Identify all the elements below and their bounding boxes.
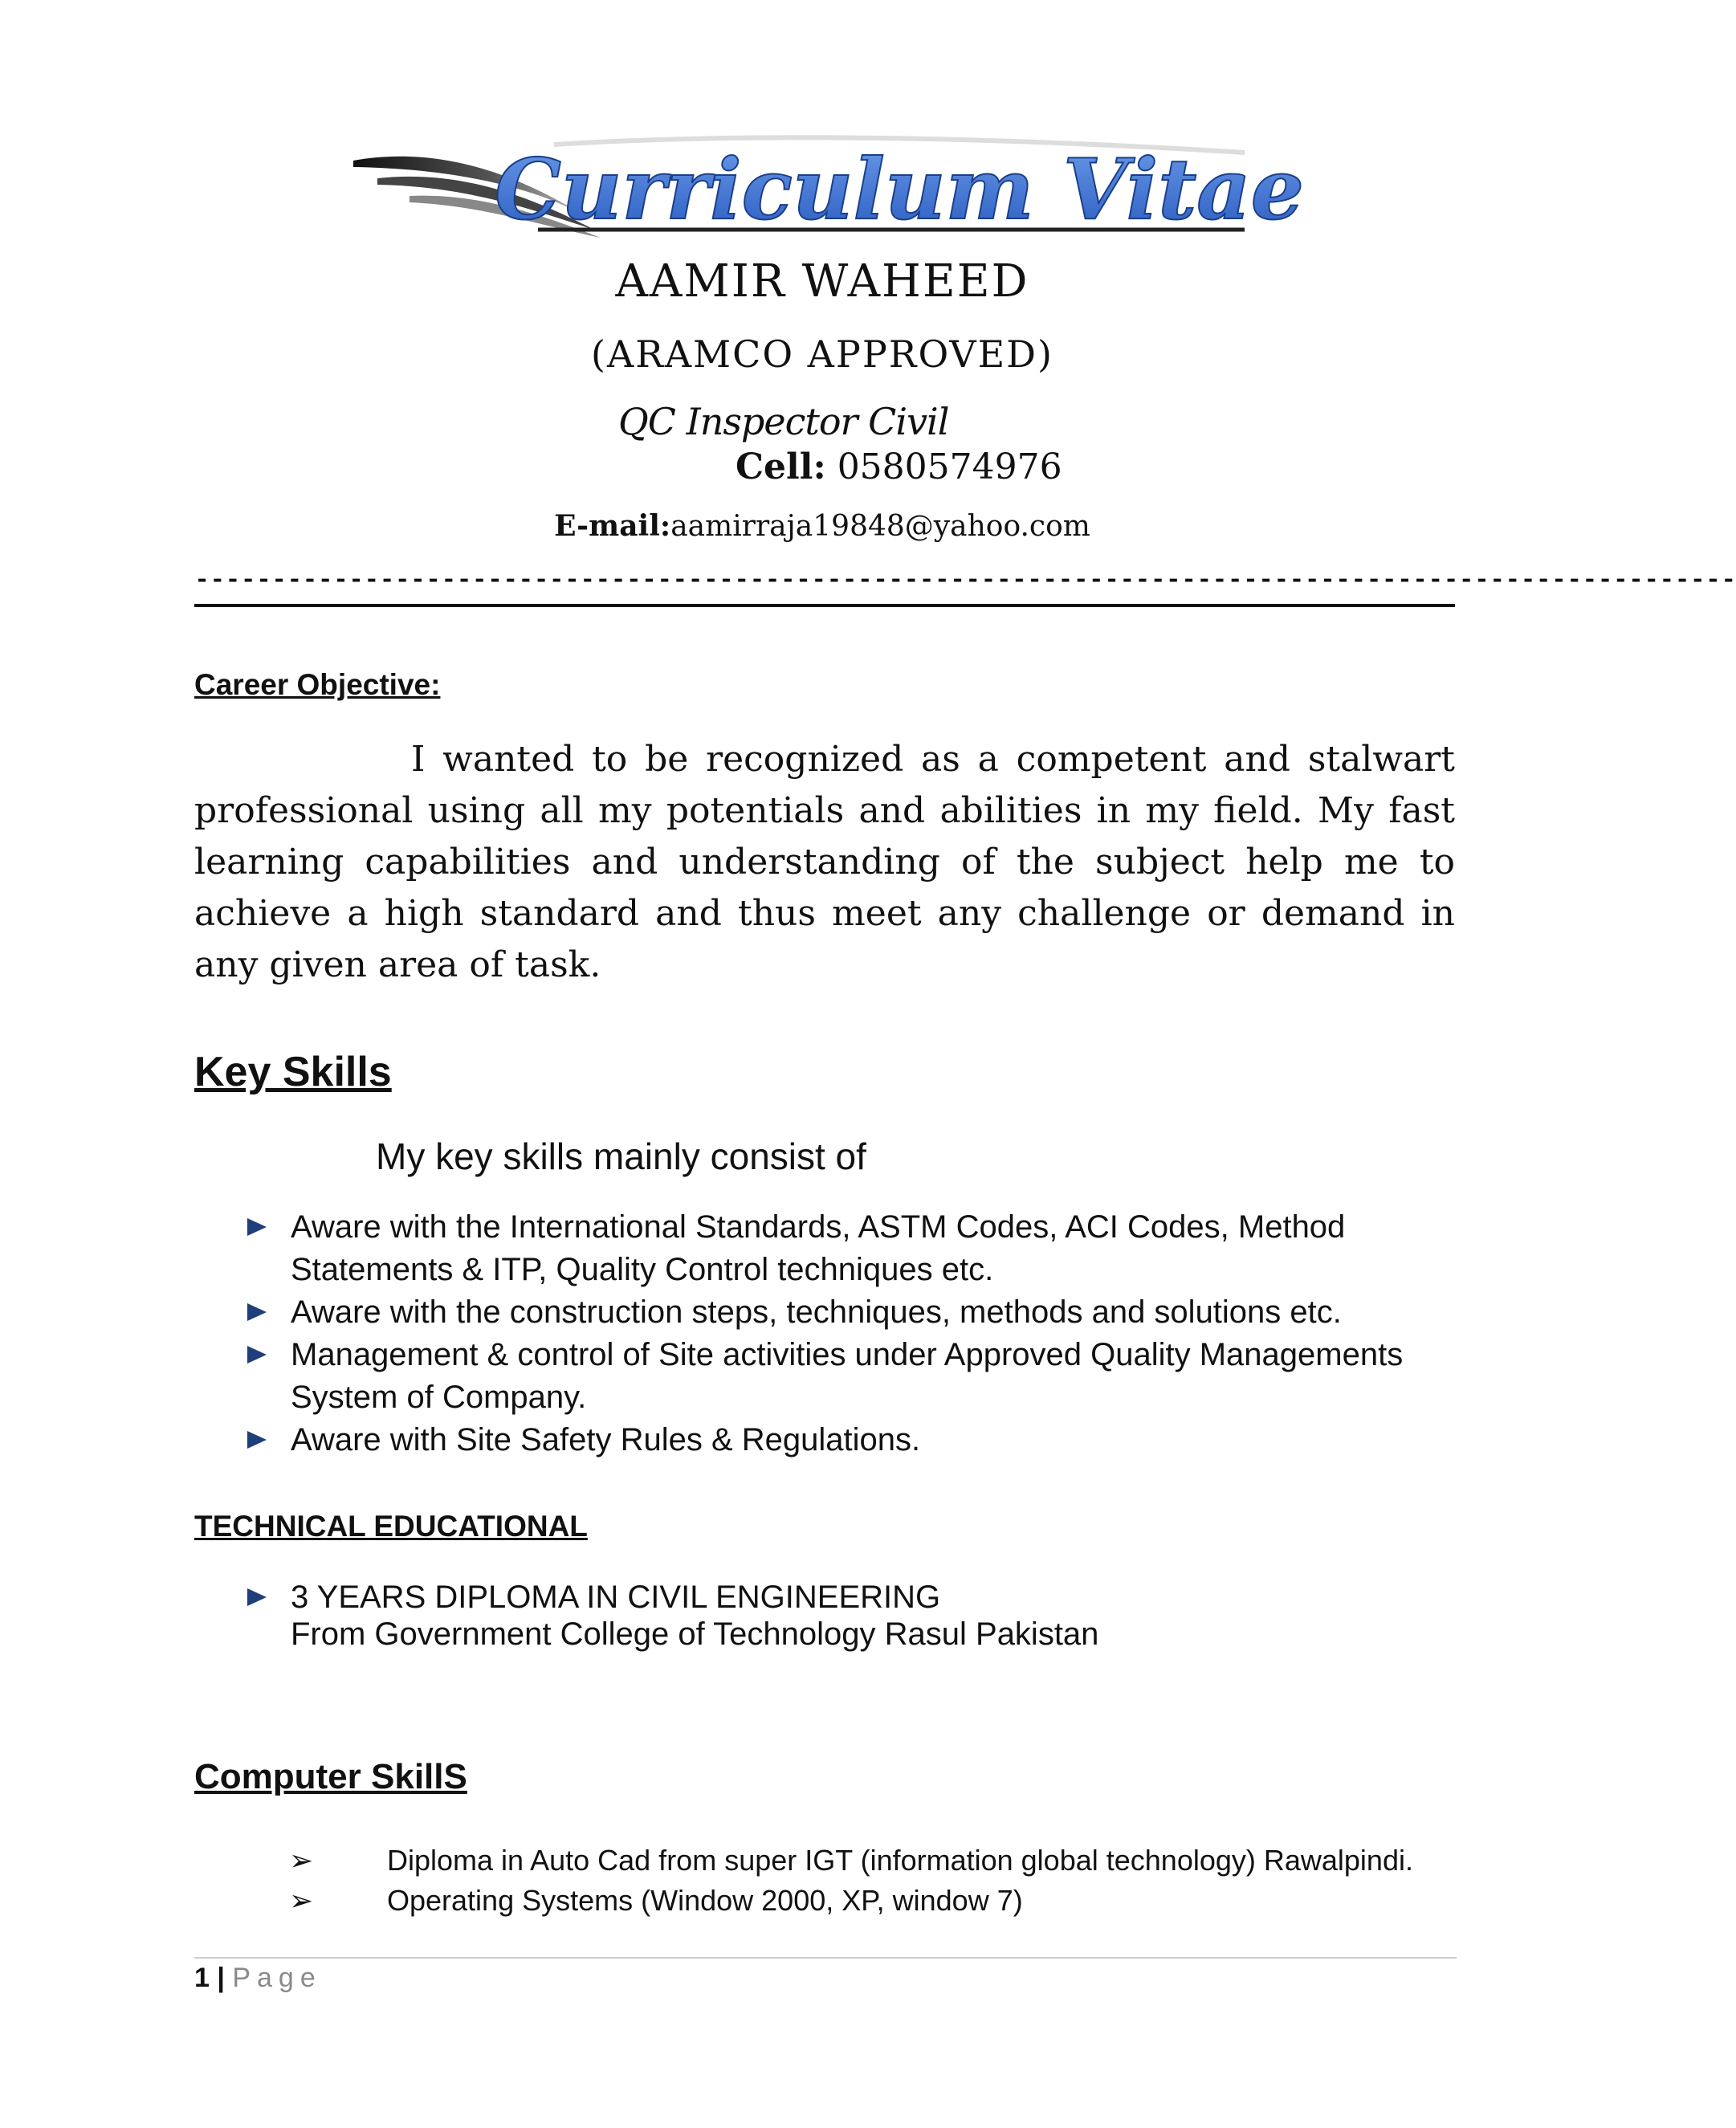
triangle-bullet-icon bbox=[247, 1431, 267, 1449]
logo-text: Curriculum Vitae bbox=[495, 140, 1304, 238]
computer-skill-text: Diploma in Auto Cad from super IGT (information global technology) Rawalpindi. bbox=[387, 1844, 1413, 1877]
list-item bbox=[247, 1419, 1468, 1461]
candidate-name: AAMIR WAHEED bbox=[615, 255, 1029, 308]
technical-education-heading: TECHNICAL EDUCATIONAL bbox=[194, 1510, 588, 1543]
triangle-bullet-icon bbox=[247, 1588, 267, 1606]
triangle-bullet-icon bbox=[247, 1346, 267, 1364]
dashed-separator bbox=[194, 565, 1736, 595]
key-skills-list bbox=[247, 1206, 1468, 1461]
key-skills-intro: My key skills mainly consist of bbox=[376, 1135, 866, 1177]
email-label: E-mail: bbox=[554, 509, 671, 543]
list-item bbox=[247, 1206, 1468, 1291]
triangle-bullet-icon bbox=[247, 1218, 267, 1236]
education-title: 3 YEARS DIPLOMA IN CIVIL ENGINEERING bbox=[291, 1580, 941, 1615]
career-objective-text bbox=[194, 734, 1455, 991]
curriculum-vitae-logo bbox=[345, 128, 1304, 249]
list-item bbox=[289, 1841, 1494, 1881]
page-number: 1 bbox=[194, 1963, 210, 1993]
key-skills-heading: Key Skills bbox=[194, 1049, 392, 1095]
header-divider bbox=[194, 604, 1455, 607]
list-item bbox=[289, 1881, 1494, 1921]
cell-number: 0580574976 bbox=[837, 446, 1062, 487]
computer-skills-list bbox=[289, 1841, 1494, 1921]
career-objective-heading: Career Objective: bbox=[194, 668, 441, 701]
skill-text: Aware with Site Safety Rules & Regulations. bbox=[291, 1422, 921, 1457]
triangle-bullet-icon bbox=[247, 1303, 267, 1321]
list-item bbox=[247, 1291, 1468, 1334]
skill-text: Aware with the International Standards, ASTM Codes, ACI Codes, Method Statements & ITP, Quality Control techniques etc. bbox=[291, 1209, 1346, 1287]
skill-text: Aware with the construction steps, techniques, methods and solutions etc. bbox=[291, 1294, 1342, 1330]
cell-line bbox=[736, 446, 1062, 487]
email-address: aamirraja19848@yahoo.com bbox=[670, 510, 1090, 543]
email-line bbox=[0, 509, 1644, 543]
page-footer bbox=[194, 1963, 322, 1994]
computer-skills-heading: Computer SkillS bbox=[194, 1757, 467, 1796]
computer-skill-text: Operating Systems (Window 2000, XP, window 7) bbox=[387, 1884, 1023, 1917]
career-objective-body: I wanted to be recognized as a competent and stalwart professional using all my potentials and abilities in my field. My fast learning capabilities and understanding of the subject help me to achieve a high standard and thus meet any challenge or demand in any given area of task. bbox=[194, 739, 1455, 985]
skill-text: Management & control of Site activities under Approved Quality Managements System of Company. bbox=[291, 1337, 1404, 1415]
page-label: Page bbox=[232, 1963, 322, 1993]
cell-label: Cell: bbox=[736, 446, 826, 487]
job-title: QC Inspector Civil bbox=[618, 400, 949, 443]
list-item bbox=[247, 1334, 1468, 1419]
education-list bbox=[247, 1579, 1468, 1653]
dashed-separator-text: ---------------------------------------------------------------------------------------------------- bbox=[194, 565, 1736, 595]
list-item bbox=[247, 1579, 1468, 1653]
footer-separator: | bbox=[217, 1963, 225, 1993]
arrow-bullet-icon: ➢ bbox=[289, 1844, 314, 1877]
education-detail: From Government College of Technology Rasul Pakistan bbox=[291, 1616, 1099, 1652]
footer-divider bbox=[194, 1957, 1457, 1959]
approval-note: (ARAMCO APPROVED) bbox=[591, 332, 1053, 376]
arrow-bullet-icon: ➢ bbox=[289, 1884, 314, 1917]
